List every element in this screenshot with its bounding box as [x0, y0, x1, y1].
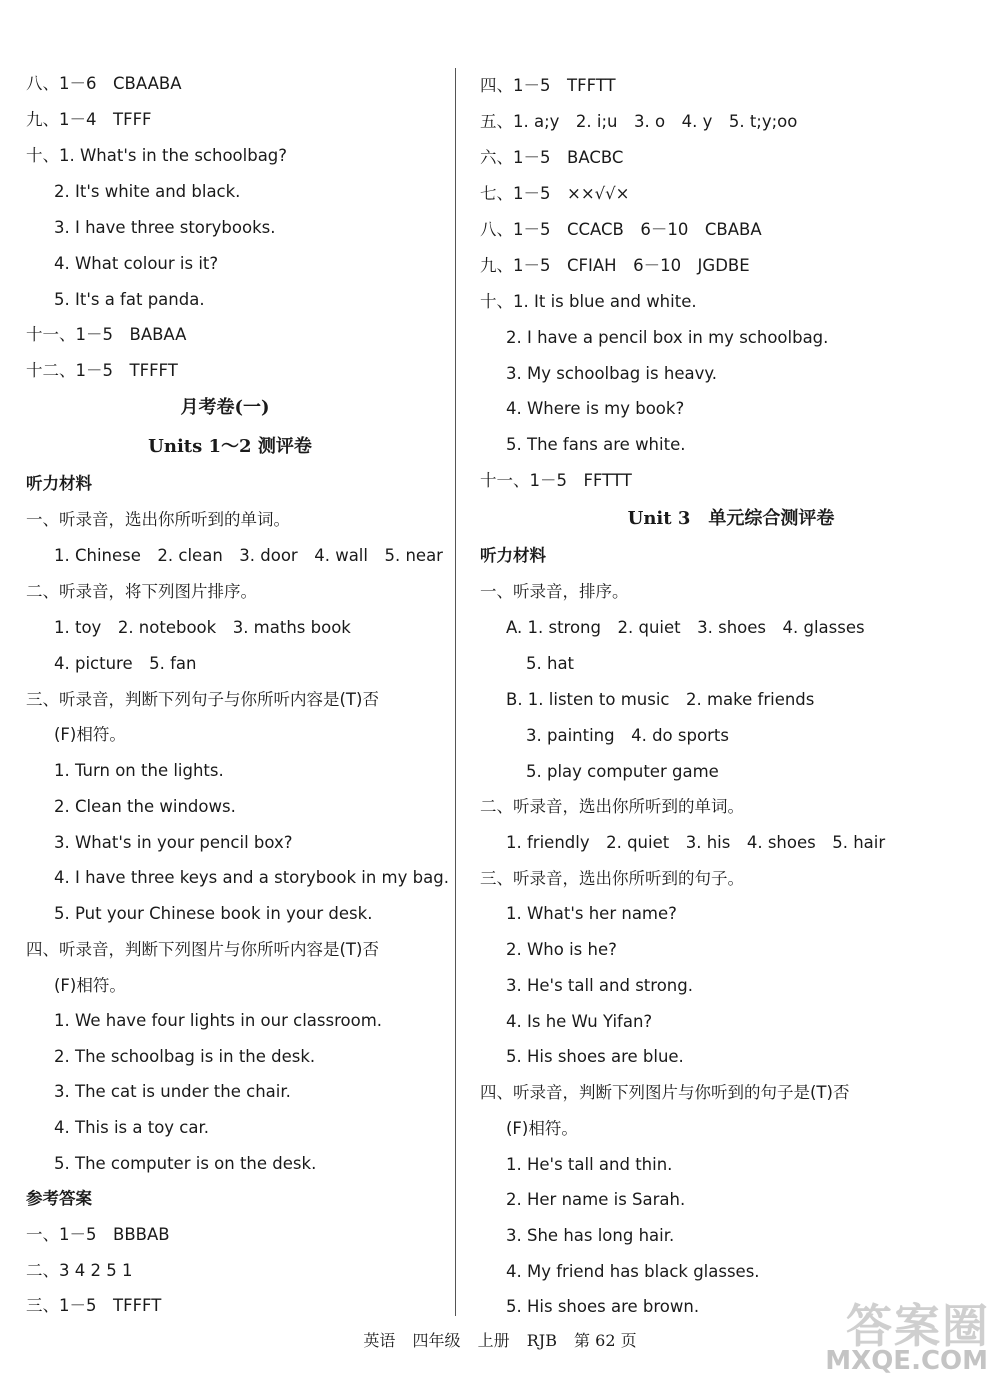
- sentence: 1. We have four lights in our classroom.: [54, 1011, 383, 1030]
- question-title: 二、听录音，选出你所听到的单词。: [480, 797, 744, 816]
- footer-grade: 四年级: [412, 1331, 461, 1350]
- answer-line: 二、3 4 2 5 1: [26, 1261, 133, 1280]
- word-list: 5. play computer game: [526, 762, 719, 781]
- sentence: 5. His shoes are brown.: [506, 1297, 700, 1316]
- answer-line: 4. What colour is it?: [54, 254, 219, 273]
- answer-line: 3. My schoolbag is heavy.: [506, 364, 718, 383]
- answer-line: 四、1－5 TFFTT: [480, 76, 616, 95]
- question-title: 二、听录音，将下列图片排序。: [26, 582, 257, 601]
- sentence: 3. He's tall and strong.: [506, 976, 693, 995]
- answer-line: 5. It's a fat panda.: [54, 290, 205, 309]
- word-list: A. 1. strong 2. quiet 3. shoes 4. glasses: [506, 618, 865, 637]
- answer-line: 5. The fans are white.: [506, 435, 686, 454]
- sentence: 2. Her name is Sarah.: [506, 1190, 686, 1209]
- answer-line: 八、1－5 CCACB 6－10 CBABA: [480, 220, 762, 239]
- footer-page-number: 第 62 页: [574, 1331, 637, 1350]
- answer-line: 十二、1－5 TFFFT: [26, 361, 178, 380]
- question-title: 一、听录音，选出你所听到的单词。: [26, 510, 290, 529]
- answer-line: 3. I have three storybooks.: [54, 218, 276, 237]
- answer-line: 六、1－5 BACBC: [480, 148, 624, 167]
- sentence: 1. Turn on the lights.: [54, 761, 224, 780]
- section-subheading: Units 1～2 测评卷: [148, 436, 312, 457]
- word-list: 1. toy 2. notebook 3. maths book: [54, 618, 351, 637]
- sentence: 4. This is a toy car.: [54, 1118, 210, 1137]
- column-divider: [455, 68, 456, 1316]
- sentence: 5. Put your Chinese book in your desk.: [54, 904, 373, 923]
- question-title: 一、听录音，排序。: [480, 582, 629, 601]
- answers-label: 参考答案: [26, 1189, 92, 1208]
- sentence: 2. Who is he?: [506, 940, 617, 959]
- sentence: 1. What's her name?: [506, 904, 677, 923]
- sentence: 2. The schoolbag is in the desk.: [54, 1047, 316, 1066]
- answer-line: 十一、1－5 FFTTT: [480, 471, 632, 490]
- answer-line: 2. It's white and black.: [54, 182, 241, 201]
- sentence: 3. She has long hair.: [506, 1226, 675, 1245]
- word-list: 5. hat: [526, 654, 575, 673]
- sentence: 4. My friend has black glasses.: [506, 1262, 760, 1281]
- section-heading: 月考卷(一): [180, 397, 270, 418]
- answer-line: 2. I have a pencil box in my schoolbag.: [506, 328, 829, 347]
- answer-line: 三、1－5 TFFFT: [26, 1296, 162, 1315]
- answer-line: 十、1. It is blue and white.: [480, 292, 697, 311]
- question-title: 四、听录音，判断下列图片与你所听内容是(T)否: [26, 940, 379, 959]
- question-title-cont: (F)相符。: [54, 976, 126, 995]
- sentence: 3. The cat is under the chair.: [54, 1082, 291, 1101]
- word-list: 4. picture 5. fan: [54, 654, 197, 673]
- answer-line: 4. Where is my book?: [506, 399, 685, 418]
- answer-line: 七、1－5 ××√√×: [480, 184, 630, 203]
- word-list: 1. friendly 2. quiet 3. his 4. shoes 5. hair: [506, 833, 886, 852]
- answer-line: 一、1－5 BBBAB: [26, 1225, 170, 1244]
- footer-edition: RJB: [526, 1331, 557, 1350]
- question-title: 三、听录音，选出你所听到的句子。: [480, 869, 744, 888]
- question-title-cont: (F)相符。: [54, 725, 126, 744]
- sentence: 3. What's in your pencil box?: [54, 833, 293, 852]
- footer-subject: 英语: [363, 1331, 396, 1350]
- sentence: 4. I have three keys and a storybook in my bag.: [54, 868, 449, 887]
- answer-line: 八、1－6 CBAABA: [26, 74, 182, 93]
- watermark-logo: [804, 1290, 994, 1380]
- footer-volume: 上册: [477, 1331, 510, 1350]
- word-list: 3. painting 4. do sports: [526, 726, 729, 745]
- listening-label: 听力材料: [480, 546, 546, 565]
- sentence: 5. The computer is on the desk.: [54, 1154, 317, 1173]
- question-title: 三、听录音，判断下列句子与你所听内容是(T)否: [26, 690, 379, 709]
- sentence: 1. He's tall and thin.: [506, 1155, 673, 1174]
- sentence: 2. Clean the windows.: [54, 797, 236, 816]
- question-title: 四、听录音，判断下列图片与你听到的句子是(T)否: [480, 1083, 850, 1102]
- sentence: 4. Is he Wu Yifan?: [506, 1012, 653, 1031]
- question-title-cont: (F)相符。: [506, 1119, 578, 1138]
- watermark-url: MXQE.COM: [825, 1346, 988, 1376]
- word-list: B. 1. listen to music 2. make friends: [506, 690, 815, 709]
- listening-label: 听力材料: [26, 474, 92, 493]
- sentence: 5. His shoes are blue.: [506, 1047, 684, 1066]
- answer-line: 五、1. a;y 2. i;u 3. o 4. y 5. t;y;oo: [480, 112, 798, 131]
- word-list: 1. Chinese 2. clean 3. door 4. wall 5. near: [54, 546, 443, 565]
- section-heading: Unit 3 单元综合测评卷: [627, 508, 835, 529]
- watermark-text: 答案圈: [846, 1299, 990, 1353]
- answer-line: 九、1－4 TFFF: [26, 110, 152, 129]
- answer-line: 九、1－5 CFIAH 6－10 JGDBE: [480, 256, 750, 275]
- answer-line: 十、1. What's in the schoolbag?: [26, 146, 288, 165]
- answer-line: 十一、1－5 BABAA: [26, 325, 187, 344]
